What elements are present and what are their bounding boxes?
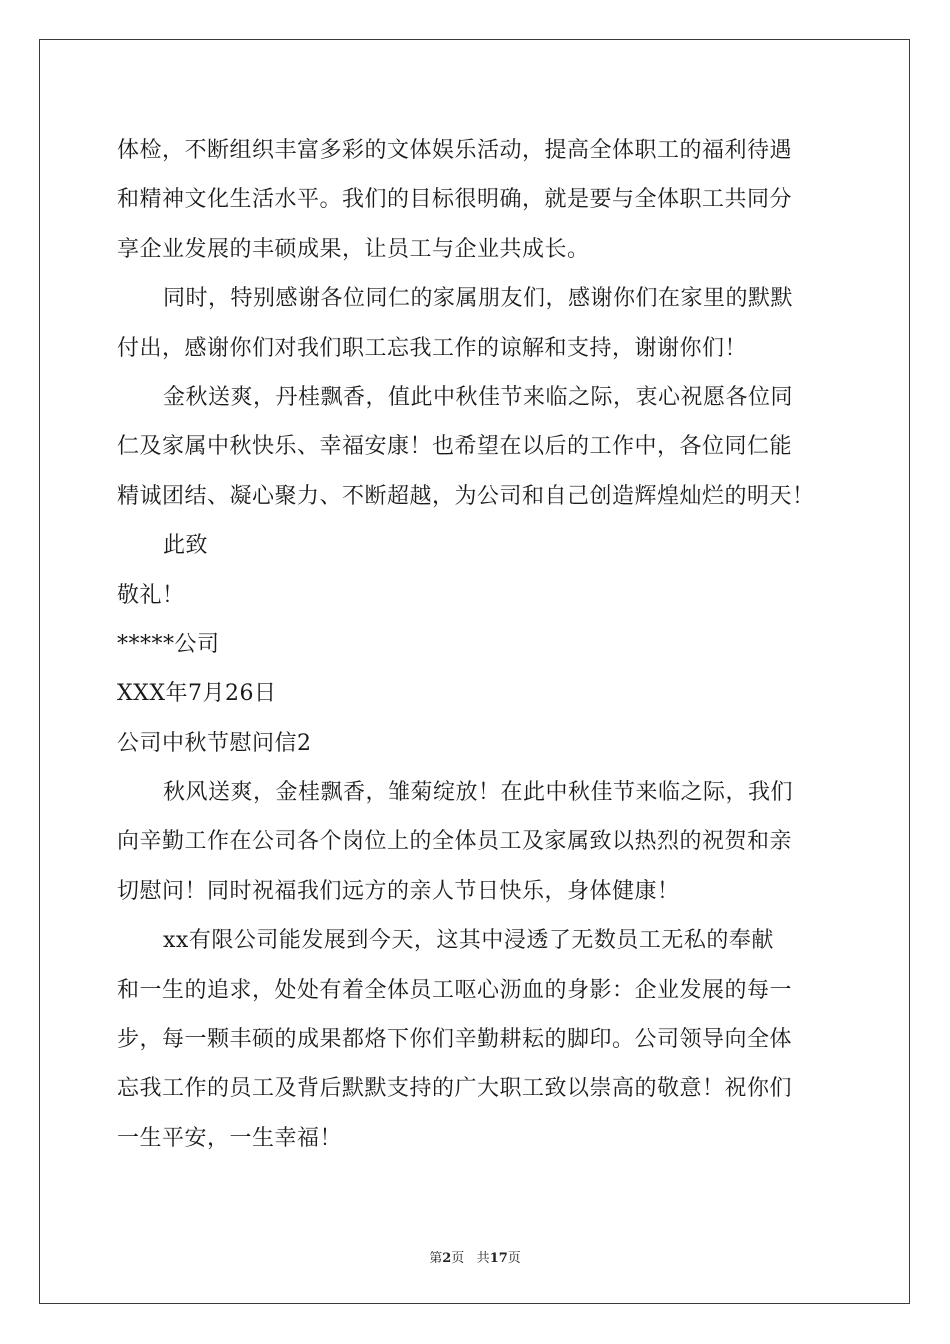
text-line: 精诚团结、凝心聚力、不断超越，为公司和自己创造辉煌灿烂的明天！: [117, 483, 815, 509]
total-prefix: 共: [476, 1251, 490, 1266]
paragraph-start-line: xx有限公司能发展到今天，这其中浸透了无数员工无私的奉献: [163, 928, 774, 954]
text-line: 切慰问！同时祝福我们远方的亲人节日快乐，身体健康！: [117, 878, 680, 904]
total-suffix: 页: [507, 1251, 521, 1266]
text-line: 步，每一颗丰硕的成果都烙下你们辛勤耕耘的脚印。公司领导向全体: [117, 1027, 793, 1053]
section-title: 公司中秋节慰问信2: [117, 730, 312, 756]
total-pages: 17: [489, 1251, 508, 1266]
paragraph-start-line: 同时，特别感谢各位同仁的家属朋友们，感谢你们在家里的默默: [163, 286, 794, 312]
page-suffix: 页: [451, 1251, 465, 1266]
page-footer: [0, 1247, 950, 1266]
closing-salutation: 此致: [163, 533, 209, 559]
text-line: 忘我工作的员工及背后默默支持的广大职工致以崇高的敬意！祝你们: [117, 1076, 793, 1102]
text-line: 付出，感谢你们对我们职工忘我工作的谅解和支持，谢谢你们！: [117, 335, 748, 361]
paragraph-start-line: 秋风送爽，金桂飘香，雏菊绽放！在此中秋佳节来临之际，我们: [163, 780, 794, 806]
text-line: 和精神文化生活水平。我们的目标很明确，就是要与全体职工共同分: [117, 187, 793, 213]
text-line: 向辛勤工作在公司各个岗位上的全体员工及家属致以热烈的祝贺和亲: [117, 829, 793, 855]
page-number: 2: [442, 1251, 452, 1266]
text-line: 体检，不断组织丰富多彩的文体娱乐活动，提高全体职工的福利待遇: [117, 138, 793, 163]
closing-regards: 敬礼！: [117, 582, 185, 608]
signature-company: *****公司: [117, 631, 220, 657]
text-line: 仁及家属中秋快乐、幸福安康！也希望在以后的工作中，各位同仁能: [117, 434, 793, 460]
document-body: [117, 126, 835, 1163]
text-line: 和一生的追求，处处有着全体员工呕心沥血的身影：企业发展的每一: [117, 977, 793, 1003]
text-line: 一生平安，一生幸福！: [117, 1125, 343, 1151]
signature-date: XXX年7月26日: [117, 681, 277, 707]
text-line: 享企业发展的丰硕成果，让员工与企业共成长。: [117, 236, 590, 262]
page-prefix: 第: [429, 1251, 443, 1266]
paragraph-start-line: 金秋送爽，丹桂飘香，值此中秋佳节来临之际，衷心祝愿各位同: [163, 384, 794, 410]
